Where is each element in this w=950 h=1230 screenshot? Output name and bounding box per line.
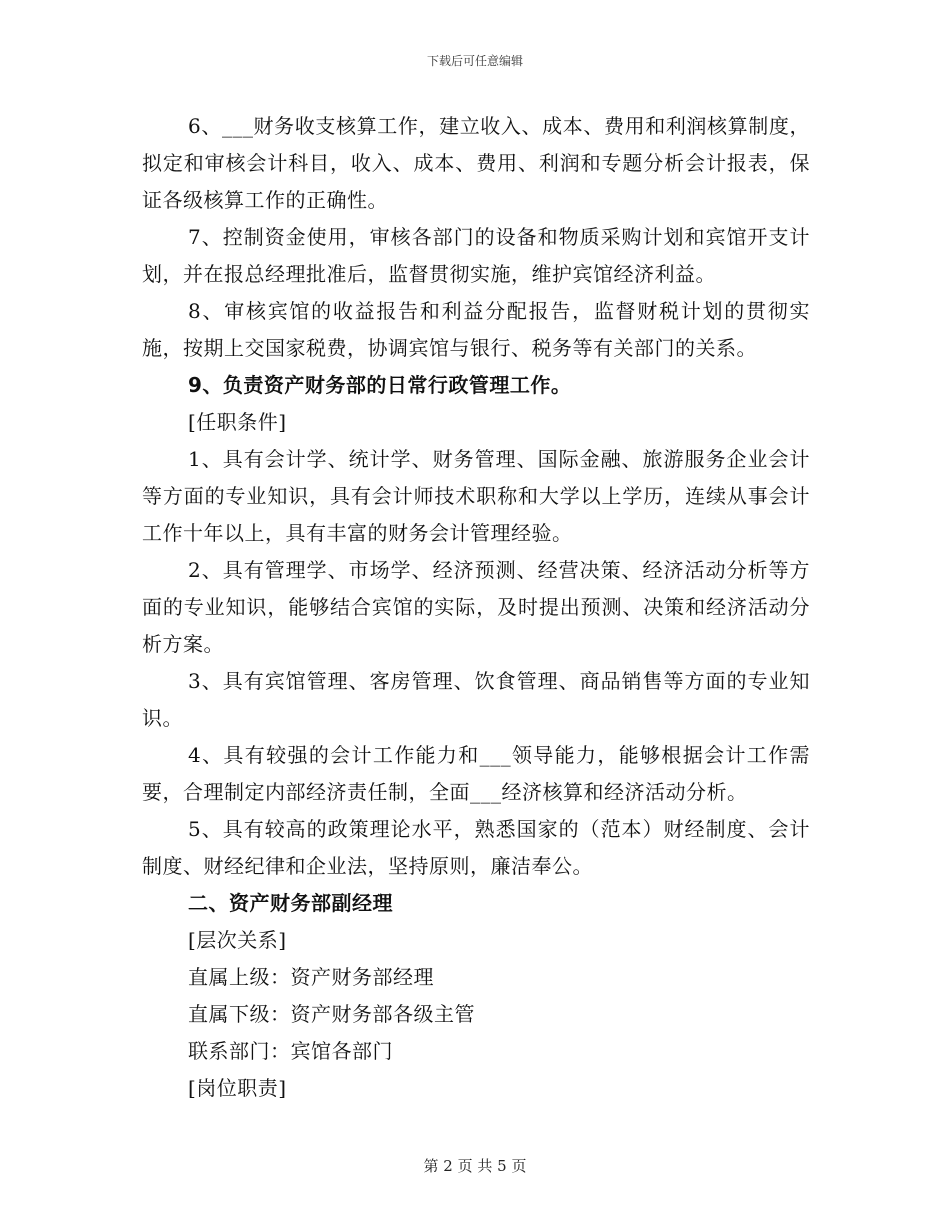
page-number-footer: 第 2 页 共 5 页 [423,1157,527,1175]
qualification-item-1: 1、具有会计学、统计学、财务管理、国际金融、旅游服务企业会计等方面的专业知识，具有会计师技术职称和大学以上学历，连续从事会计工作十年以上，具有丰富的财务会计管理经验。 [142,447,810,545]
qualification-item-2: 2、具有管理学、市场学、经济预测、经营决策、经济活动分析等方面的专业知识，能够结合宾馆的实际，及时提出预测、决策和经济活动分析方案。 [142,558,810,656]
direct-superior-line: 直属上级：资产财务部经理 [188,965,434,989]
qualification-item-3: 3、具有宾馆管理、客房管理、饮食管理、商品销售等方面的专业知识。 [142,669,810,730]
paragraph-item-7: 7、控制资金使用，审核各部门的设备和物质采购计划和宾馆开支计划，并在报总经理批准后，监督贯彻实施，维护宾馆经济利益。 [142,225,810,286]
paragraph-item-9-heading: 9、负责资产财务部的日常行政管理工作。 [188,373,572,397]
direct-subordinate-line: 直属下级：资产财务部各级主管 [188,1002,475,1026]
section-label-duties: [岗位职责] [188,1076,287,1100]
page-header-note: 下载后可任意编辑 [426,54,523,68]
section-label-hierarchy: [层次关系] [188,928,287,952]
paragraph-item-6: 6、___财务收支核算工作，建立收入、成本、费用和利润核算制度，拟定和审核会计科目，收入、成本、费用、利润和专题分析会计报表，保证各级核算工作的正确性。 [142,114,810,212]
qualification-item-5: 5、具有较高的政策理论水平，熟悉国家的（范本）财经制度、会计制度、财经纪律和企业法，坚持原则，廉洁奉公。 [142,817,810,878]
section-label-qualifications: [任职条件] [188,410,287,434]
section-heading-deputy-manager: 二、资产财务部副经理 [188,891,393,915]
qualification-item-4: 4、具有较强的会计工作能力和___领导能力，能够根据会计工作需要，合理制定内部经济责任制，全面___经济核算和经济活动分析。 [142,743,810,804]
document-body [142,108,810,1107]
paragraph-item-8: 8、审核宾馆的收益报告和利益分配报告，监督财税计划的贯彻实施，按期上交国家税费，协调宾馆与银行、税务等有关部门的关系。 [142,299,810,360]
liaison-department-line: 联系部门：宾馆各部门 [188,1039,393,1063]
